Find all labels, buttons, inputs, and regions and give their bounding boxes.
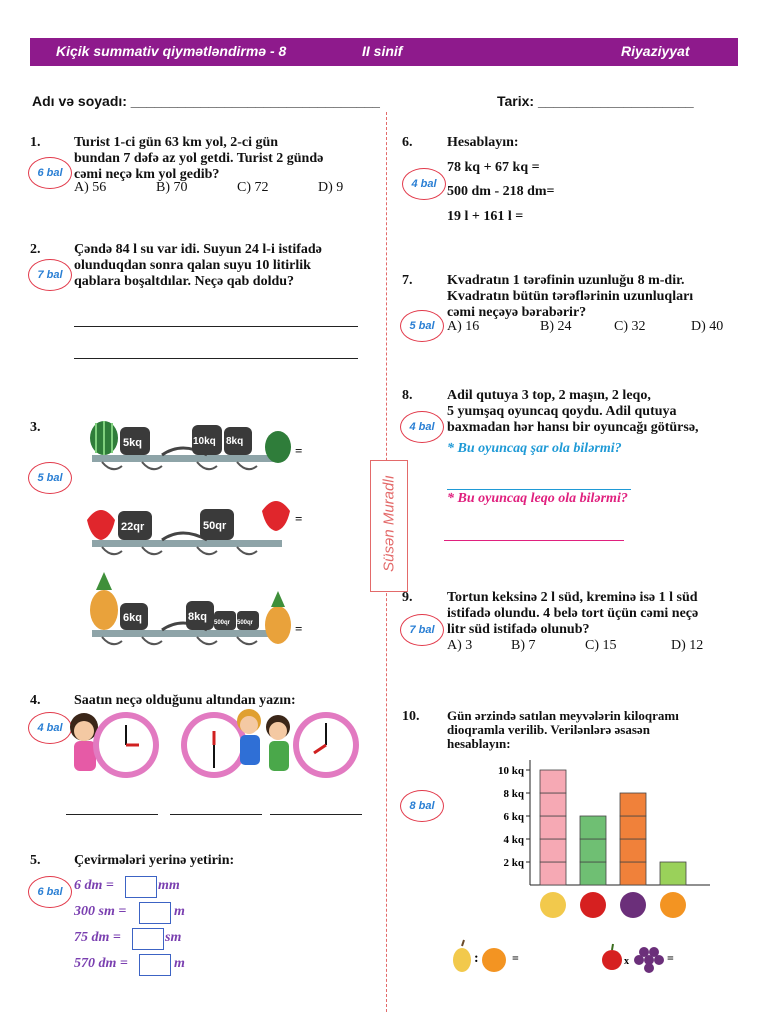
q4-answer-line-1[interactable] — [66, 814, 158, 815]
chart-bar-segment — [580, 862, 606, 885]
q1-line: cəmi neçə km yol gedib? — [74, 167, 220, 182]
q2-answer-line-1[interactable] — [74, 326, 358, 327]
q9-option-b[interactable]: B) 7 — [511, 638, 536, 653]
q1-option-c[interactable]: C) 72 — [237, 180, 269, 195]
q9-line: Tortun keksinə 2 l süd, kreminə isə 1 l süd — [447, 590, 698, 605]
q5-conv-1-left: 6 dm = — [74, 878, 114, 893]
q9-points-badge: 7 bal — [400, 614, 444, 646]
q5-conv-2-unit: m — [174, 904, 185, 919]
q2-line: Çəndə 84 l su var idi. Suyun 24 l-i istifadə — [74, 242, 322, 257]
chart-bar-segment — [620, 793, 646, 816]
signature-box — [370, 460, 408, 592]
q5-points-badge: 6 bal — [28, 876, 72, 908]
signature-text: Süsən Muradlı — [380, 475, 398, 572]
weight-label: 500qr — [237, 620, 254, 626]
chart-bar-segment — [620, 816, 646, 839]
pineapple-icon — [90, 590, 118, 630]
chart-bar-segment — [540, 839, 566, 862]
q10-line: hesablayın: — [447, 736, 511, 751]
q1-text — [74, 135, 323, 183]
header-grade: II sinif — [362, 43, 403, 59]
q8-line: baxmadan hər hansı bir oyuncağı götürsə, — [447, 420, 699, 435]
q2-number: 2. — [30, 242, 41, 257]
q2-text — [74, 242, 322, 290]
balance-scale-3 — [90, 572, 302, 644]
q5-text: Çevirmələri yerinə yetirin: — [74, 853, 235, 868]
q1-option-b[interactable]: B) 70 — [156, 180, 188, 195]
q9-option-d[interactable]: D) 12 — [671, 638, 704, 653]
q1-number: 1. — [30, 135, 41, 150]
q1-line: bundan 7 dəfə az yol getdi. Turist 2 gündə — [74, 151, 324, 166]
divide-sign: : — [474, 951, 479, 966]
q9-option-a[interactable]: A) 3 — [447, 638, 473, 653]
multiply-sign: x — [624, 956, 629, 967]
q8-answer-line-2[interactable] — [444, 540, 624, 541]
grapes-icon — [620, 892, 646, 918]
chart-y-tick-label: 10 kq — [498, 765, 524, 777]
q6-expr-2: 500 dm - 218 dm= — [447, 184, 555, 199]
header-subject: Riyaziyyat — [621, 43, 690, 59]
q7-line: Kvadratın bütün tərəflərinin uzunluqları — [447, 289, 694, 304]
q4-number: 4. — [30, 693, 41, 708]
equals-sign: = — [295, 621, 303, 636]
q8-text — [447, 388, 699, 436]
header-title: Kiçik summativ qiymətləndirmə - 8 — [56, 43, 287, 59]
weight-label: 50qr — [203, 520, 227, 532]
chart-bar-segment — [540, 816, 566, 839]
q9-line: litr süd istifadə olunub? — [447, 622, 590, 637]
q4-clocks-illustration — [64, 705, 364, 785]
q1-options — [74, 180, 374, 198]
q7-text — [447, 273, 693, 321]
pear-icon — [453, 940, 471, 972]
chart-bar-segment — [580, 839, 606, 862]
weight-label: 22qr — [121, 521, 145, 533]
name-label: Adı və soyadı: ________________________________ — [32, 93, 380, 109]
q10-line: dioqramla verilib. Verilənlərə əsasən — [447, 722, 650, 737]
q8-line: Adil qutuya 3 top, 2 maşın, 2 leqo, — [447, 388, 651, 403]
q7-points-badge: 5 bal — [400, 310, 444, 342]
weight-label: 500qr — [214, 620, 231, 626]
chart-bar-segment — [660, 862, 686, 885]
q7-option-a[interactable]: A) 16 — [447, 319, 480, 334]
q6-points-badge: 4 bal — [402, 168, 446, 200]
q4-text: Saatın neçə olduğunu altından yazın: — [74, 693, 296, 708]
equals-sign: = — [295, 511, 303, 526]
q5-conv-3-left: 75 dm = — [74, 930, 121, 945]
weight-label: 6kq — [123, 612, 142, 624]
date-label: Tarix: ____________________ — [497, 93, 694, 109]
q6-expr-3: 19 l + 161 l = — [447, 209, 524, 224]
q5-conv-2-left: 300 sm = — [74, 904, 127, 919]
q1-option-a[interactable]: A) 56 — [74, 180, 107, 195]
q8-number: 8. — [402, 388, 413, 403]
q5-answer-box-3[interactable] — [132, 928, 164, 950]
q7-line: cəmi neçəyə bərabərir? — [447, 305, 587, 320]
weight-label: 8kq — [188, 611, 207, 623]
chart-y-tick-label: 8 kq — [503, 788, 524, 800]
q10-line: Gün ərzində satılan meyvələrin kiloqramı — [447, 708, 679, 723]
q8-subquestion-2: * Bu oyuncaq leqo ola bilərmi? — [447, 491, 628, 506]
equals-sign: = — [512, 951, 519, 965]
apple-icon — [602, 944, 622, 970]
q7-line: Kvadratın 1 tərəfinin uzunluğu 8 m-dir. — [447, 273, 685, 288]
q2-line: qablara boşaltdılar. Neçə qab doldu? — [74, 274, 295, 289]
chart-bar-segment — [540, 862, 566, 885]
q5-number: 5. — [30, 853, 41, 868]
q10-text — [447, 709, 679, 751]
strawberry-icon — [262, 501, 290, 531]
q3-points-badge: 5 bal — [28, 462, 72, 494]
chart-bar-segment — [540, 793, 566, 816]
q9-line: istifadə olundu. 4 belə tort üçün cəmi neçə — [447, 606, 699, 621]
q5-conv-3-unit: sm — [165, 930, 182, 945]
chart-y-tick-label: 2 kq — [503, 857, 524, 869]
chart-bar-segment — [540, 770, 566, 793]
q6-expr-1: 78 kq + 67 kq = — [447, 160, 540, 175]
q5-conv-1-unit: mm — [158, 878, 180, 893]
q1-option-d[interactable]: D) 9 — [318, 180, 344, 195]
fruit-bar-chart — [470, 755, 715, 930]
q7-number: 7. — [402, 273, 413, 288]
apple-icon — [580, 892, 606, 918]
pineapple-icon — [265, 606, 291, 644]
q2-answer-line-2[interactable] — [74, 358, 358, 359]
chart-bar-segment — [620, 862, 646, 885]
clock-3-icon — [293, 712, 359, 778]
chart-bar-apple — [580, 816, 606, 885]
q6-number: 6. — [402, 135, 413, 150]
chart-bar-grapes — [620, 793, 646, 885]
equals-sign: = — [667, 951, 674, 965]
q10-points-badge: 8 bal — [400, 790, 444, 822]
q8-points-badge: 4 bal — [400, 411, 444, 443]
chart-y-tick-label: 4 kq — [503, 834, 524, 846]
q5-conv-4-left: 570 dm = — [74, 956, 128, 971]
chart-y-tick-label: 6 kq — [503, 811, 524, 823]
equals-sign: = — [295, 443, 303, 458]
q2-line: olunduqdan sonra qalan suyu 10 litirlik — [74, 258, 311, 273]
grapes-icon — [634, 947, 664, 973]
q1-points-badge: 6 bal — [28, 157, 72, 189]
q7-options — [447, 319, 737, 337]
weight-label: 8kq — [226, 436, 244, 447]
q4-answer-line-2[interactable] — [170, 814, 262, 815]
clock-1-icon — [93, 712, 159, 778]
q9-option-c[interactable]: C) 15 — [585, 638, 617, 653]
q8-line: 5 yumşaq oyuncaq qoydu. Adil qutuya — [447, 404, 677, 419]
chart-bar-segment — [620, 839, 646, 862]
pear-icon — [540, 892, 566, 918]
q9-text — [447, 590, 698, 638]
q1-line: Turist 1-ci gün 63 km yol, 2-ci gün — [74, 135, 279, 150]
orange-icon — [660, 892, 686, 918]
header-bar — [30, 38, 738, 66]
q5-answer-box-4[interactable] — [139, 954, 171, 976]
q10-bottom-expressions — [448, 938, 738, 976]
q4-answer-line-3[interactable] — [270, 814, 362, 815]
weight-label: 10kq — [193, 436, 216, 447]
q4-points-badge: 4 bal — [28, 712, 72, 744]
orange-icon — [482, 948, 506, 972]
watermelon-icon — [265, 431, 291, 463]
q9-options — [447, 638, 737, 656]
q5-conv-4-unit: m — [174, 956, 185, 971]
chart-bar-pear — [540, 770, 566, 885]
q5-answer-box-1[interactable] — [125, 876, 157, 898]
q7-option-c[interactable]: C) 32 — [614, 319, 646, 334]
q7-option-b[interactable]: B) 24 — [540, 319, 572, 334]
balance-scale-2 — [87, 501, 302, 554]
chart-bar-segment — [580, 816, 606, 839]
q3-balance-illustrations — [82, 405, 312, 655]
q6-text: Hesablayın: — [447, 135, 519, 150]
q10-number: 10. — [402, 709, 420, 724]
weight-label: 5kq — [123, 437, 142, 449]
child-boy-2-icon — [266, 715, 290, 771]
strawberry-icon — [87, 510, 115, 540]
q8-subquestion-1: * Bu oyuncaq şar ola bilərmi? — [447, 441, 622, 456]
chart-bar-orange — [660, 862, 686, 885]
q3-number: 3. — [30, 420, 41, 435]
q7-option-d[interactable]: D) 40 — [691, 319, 724, 334]
balance-scale-1 — [90, 421, 302, 469]
q2-points-badge: 7 bal — [28, 259, 72, 291]
q5-answer-box-2[interactable] — [139, 902, 171, 924]
q8-answer-line-1[interactable] — [447, 489, 631, 490]
q9-number: 9. — [402, 590, 413, 605]
